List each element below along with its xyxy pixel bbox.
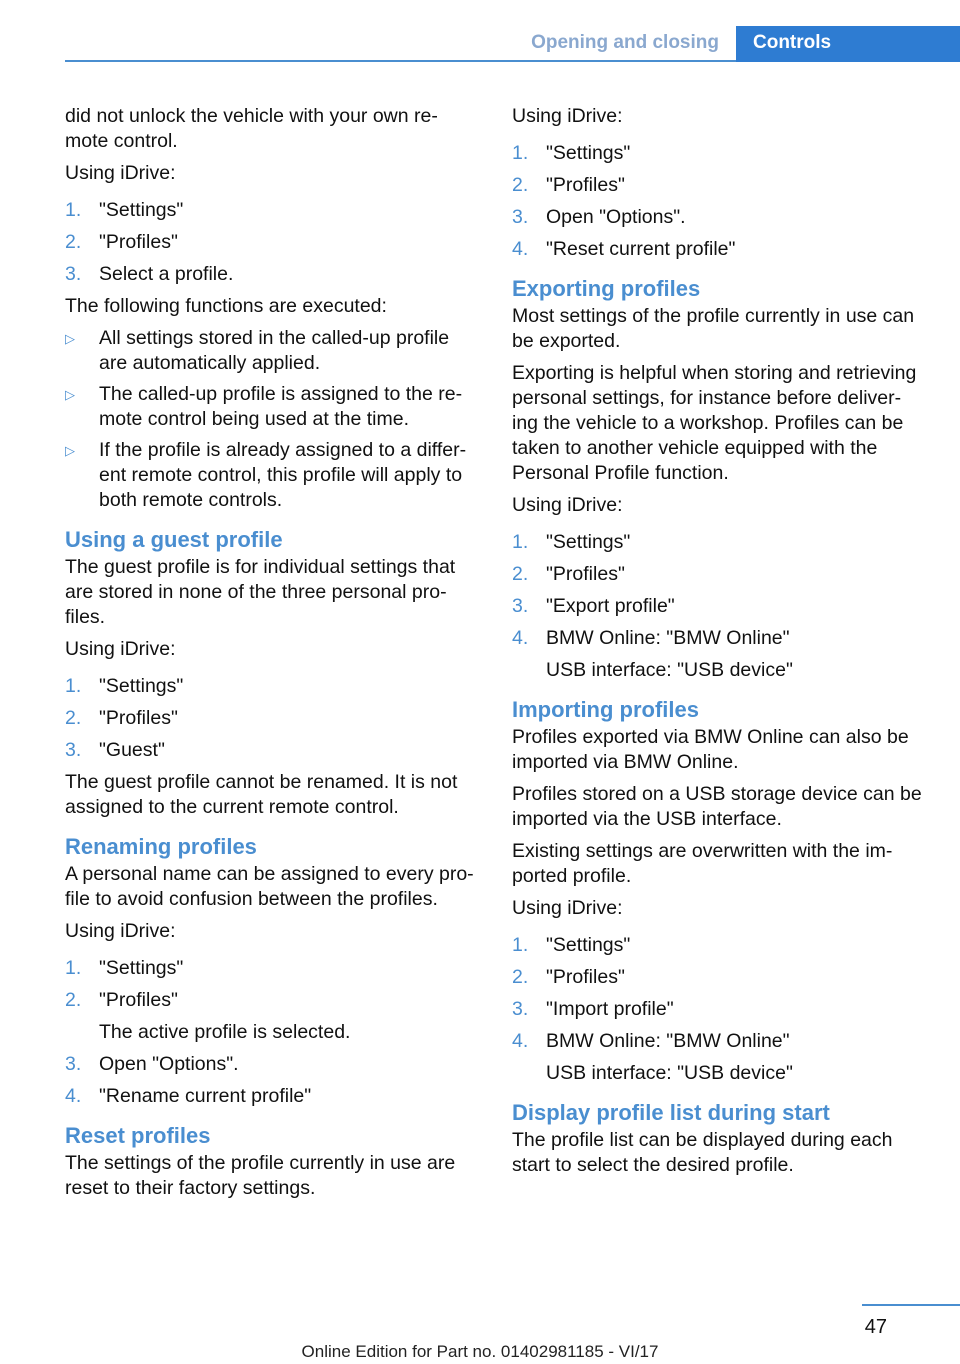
page-number: 47: [864, 1316, 887, 1338]
list-item: 3. "Export profile": [512, 595, 675, 617]
chapter-tab[interactable]: Controls: [736, 26, 960, 62]
list-item: 4. BMW Online: "BMW Online" USB interface: "USB device": [512, 627, 793, 681]
list-item: 4. BMW Online: "BMW Online" USB interface: "USB device": [512, 1030, 793, 1084]
using-idrive-label: Using iDrive:: [512, 494, 623, 516]
list-item: 1. "Settings": [65, 199, 184, 221]
footer-rule: [862, 1304, 960, 1306]
triangle-bullet-icon: ▷: [65, 387, 75, 402]
guest-profile-text: The guest profile is for individual settings that are stored in none of the three personal pro‐ files.: [65, 556, 456, 628]
intro-text: did not unlock the vehicle with your own re‐ mote control.: [65, 105, 438, 152]
exporting-profiles-detail: Exporting is helpful when storing and retrieving personal settings, for instance before deliver‐ ing the vehicle to a workshop. Profiles can be taken to another vehicle equipped with the Personal Profile function.: [512, 362, 917, 484]
steps-list-rename: [65, 956, 480, 1109]
triangle-bullet-icon: ▷: [65, 331, 75, 346]
steps-list-reset: [512, 141, 932, 262]
list-item: 1. "Settings": [512, 142, 631, 164]
using-idrive-label: Using iDrive:: [65, 920, 176, 942]
list-item: 4. "Reset current profile": [512, 238, 736, 260]
list-item: 1. "Settings": [512, 934, 631, 956]
using-idrive-label: Using iDrive:: [512, 897, 623, 919]
triangle-bullet-icon: ▷: [65, 443, 75, 458]
left-column: [65, 104, 480, 1208]
list-item: 2. "Profiles": [65, 231, 178, 253]
importing-profiles-text: Profiles exported via BMW Online can also be imported via BMW Online.: [512, 726, 909, 773]
display-profile-list-text: The profile list can be displayed during each start to select the desired profile.: [512, 1129, 893, 1176]
importing-profiles-usb-text: Profiles stored on a USB storage device can be imported via the USB interface.: [512, 783, 922, 830]
renaming-profiles-text: A personal name can be assigned to every pro‐ file to avoid confusion between the profiles.: [65, 863, 474, 910]
list-item: 3. Open "Options".: [512, 206, 686, 228]
guest-profile-note: The guest profile cannot be renamed. It is not assigned to the current remote control.: [65, 771, 458, 818]
list-item: 3. "Guest": [65, 739, 165, 761]
edition-footer: Online Edition for Part no. 01402981185 - VI/17: [301, 1342, 659, 1361]
renaming-profiles-heading: Renaming profiles: [65, 834, 257, 859]
list-item: 2. "Profiles": [512, 966, 625, 988]
display-profile-list-heading: Display profile list during start: [512, 1100, 830, 1125]
list-item: 2. "Profiles" The active profile is selected.: [65, 989, 351, 1043]
right-column: [512, 104, 932, 1185]
reset-profiles-text: The settings of the profile currently in use are reset to their factory settings.: [65, 1152, 456, 1199]
list-item: ▷ If the profile is already assigned to a differ‐ ent remote control, this profile will apply to both remote controls.: [65, 439, 467, 511]
list-item: 1. "Settings": [512, 531, 631, 553]
bullet-list: [65, 326, 480, 513]
list-item: 3. "Import profile": [512, 998, 674, 1020]
exporting-profiles-text: Most settings of the profile currently in use can be exported.: [512, 305, 915, 352]
importing-profiles-overwrite-text: Existing settings are overwritten with the im‐ ported profile.: [512, 840, 893, 887]
list-item: ▷ The called-up profile is assigned to the re‐ mote control being used at the time.: [65, 383, 463, 430]
list-item: 2. "Profiles": [512, 563, 625, 585]
steps-list-select-profile: [65, 198, 480, 287]
list-item: 2. "Profiles": [65, 707, 178, 729]
guest-profile-heading: Using a guest profile: [65, 527, 283, 552]
reset-profiles-heading: Reset profiles: [65, 1123, 211, 1148]
steps-list-export: [512, 530, 932, 683]
importing-profiles-heading: Importing profiles: [512, 697, 699, 722]
list-item: 1. "Settings": [65, 957, 184, 979]
list-item: ▷ All settings stored in the called-up profile are automatically applied.: [65, 327, 450, 374]
list-item: 3. Select a profile.: [65, 263, 234, 285]
using-idrive-label: Using iDrive:: [65, 162, 176, 184]
list-item: 4. "Rename current profile": [65, 1085, 312, 1107]
steps-list-guest: [65, 674, 480, 763]
list-item: 2. "Profiles": [512, 174, 625, 196]
steps-list-import: [512, 933, 932, 1086]
using-idrive-label: Using iDrive:: [65, 638, 176, 660]
section-tab[interactable]: Opening and closing: [531, 32, 719, 53]
executed-label: The following functions are executed:: [65, 295, 387, 317]
using-idrive-label: Using iDrive:: [512, 105, 623, 127]
list-item: 3. Open "Options".: [65, 1053, 239, 1075]
list-item: 1. "Settings": [65, 675, 184, 697]
exporting-profiles-heading: Exporting profiles: [512, 276, 701, 301]
